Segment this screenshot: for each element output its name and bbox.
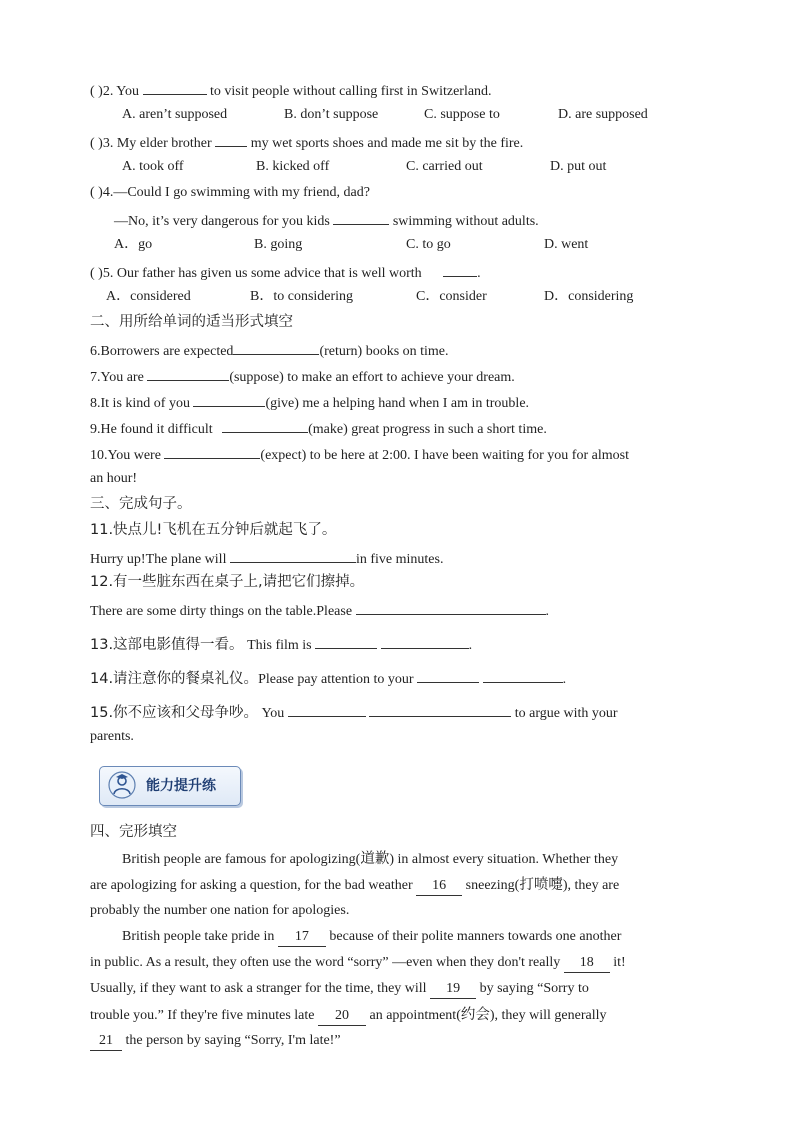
answer-paren[interactable]: ( ) xyxy=(90,266,103,281)
cloze-line: Usually, if they want to ask a stranger for the time, they will 19 by saying “Sorry to xyxy=(90,979,589,999)
question-4: ( )4.—Could I go swimming with my friend, dad? xyxy=(90,185,370,200)
option-b: B. kicked off xyxy=(256,159,330,174)
question-11-en: Hurry up!The plane will in five minutes. xyxy=(90,547,443,570)
option-b: B. going xyxy=(254,237,303,252)
answer-blank[interactable] xyxy=(356,599,546,615)
cloze-blank-20[interactable]: 20 xyxy=(318,1007,366,1026)
student-icon xyxy=(108,771,136,799)
option-d: D. put out xyxy=(550,159,607,174)
question-11-cn: 11.快点儿!飞机在五分钟后就起飞了。 xyxy=(90,522,337,538)
answer-blank[interactable] xyxy=(315,633,377,649)
option-d: D. went xyxy=(544,237,589,252)
question-5: ( )5. Our father has given us some advice that is well worth . xyxy=(90,261,481,284)
cloze-line: are apologizing for asking a question, for the bad weather 16 sneezing(打喷嚏), they are xyxy=(90,875,619,896)
ability-practice-badge xyxy=(99,766,241,806)
option-b: B. don’t suppose xyxy=(284,107,379,122)
answer-blank[interactable] xyxy=(233,339,319,355)
cloze-line: trouble you.” If they're five minutes late 20 an appointment(约会), they will generally xyxy=(90,1005,607,1026)
answer-blank[interactable] xyxy=(333,209,389,225)
answer-paren[interactable]: ( ) xyxy=(90,136,103,151)
cloze-paragraph-2: British people take pride in 17 because of their polite manners towards one another xyxy=(122,927,621,947)
answer-blank[interactable] xyxy=(288,701,366,717)
answer-blank[interactable] xyxy=(443,261,477,277)
cloze-blank-16[interactable]: 16 xyxy=(416,877,462,896)
cloze-blank-19[interactable]: 19 xyxy=(430,980,476,999)
option-d: D. are supposed xyxy=(558,107,648,122)
cloze-blank-21[interactable]: 21 xyxy=(90,1032,122,1051)
option-b: B．to considering xyxy=(250,289,354,304)
option-c: C. suppose to xyxy=(424,107,500,122)
option-c: C．consider xyxy=(416,289,487,304)
answer-blank[interactable] xyxy=(417,667,479,683)
option-a: A．considered xyxy=(106,289,191,304)
option-c: C. carried out xyxy=(406,159,483,174)
question-14: 14.请注意你的餐桌礼仪。Please pay attention to your . xyxy=(90,667,566,690)
answer-blank[interactable] xyxy=(193,391,265,407)
cloze-blank-18[interactable]: 18 xyxy=(564,954,610,973)
answer-paren[interactable]: ( ) xyxy=(90,185,103,200)
section-3-title: 三、完成句子。 xyxy=(90,496,192,512)
cloze-line: in public. As a result, they often use the word “sorry” —even when they don't really 18 it! xyxy=(90,953,626,973)
question-10-cont: an hour! xyxy=(90,471,138,486)
question-13: 13.这部电影值得一看。 This film is . xyxy=(90,633,472,656)
option-c: C. to go xyxy=(406,237,451,252)
option-a: A. took off xyxy=(122,159,184,174)
question-3: ( )3. My elder brother my wet sports shoes and made me sit by the fire. xyxy=(90,131,523,154)
section-2-title: 二、用所给单词的适当形式填空 xyxy=(90,314,293,330)
cloze-line: probably the number one nation for apologies. xyxy=(90,903,350,918)
question-4-reply: —No, it’s very dangerous for you kids swimming without adults. xyxy=(114,209,539,232)
question-6: 6.Borrowers are expected (return) books on time. xyxy=(90,339,449,362)
badge-label: 能力提升练 xyxy=(146,778,216,794)
question-9: 9.He found it difficult (make) great progress in such a short time. xyxy=(90,417,547,440)
answer-blank[interactable] xyxy=(164,443,260,459)
cloze-paragraph-1: British people are famous for apologizing(道歉) in almost every situation. Whether they xyxy=(122,851,619,867)
question-15-cont: parents. xyxy=(90,729,134,744)
option-a: A．go xyxy=(114,237,153,252)
option-a: A. aren’t supposed xyxy=(122,107,228,122)
answer-blank[interactable] xyxy=(143,79,207,95)
answer-blank[interactable] xyxy=(230,547,356,563)
question-12-en: There are some dirty things on the table.Please . xyxy=(90,599,549,622)
question-2: ( )2. You to visit people without calling first in Switzerland. xyxy=(90,79,492,102)
question-15: 15.你不应该和父母争吵。 You to argue with your xyxy=(90,701,618,724)
question-10: 10.You were (expect) to be here at 2:00. I have been waiting for you for almost xyxy=(90,443,629,466)
question-7: 7.You are (suppose) to make an effort to achieve your dream. xyxy=(90,365,515,388)
answer-blank[interactable] xyxy=(215,131,247,147)
answer-blank[interactable] xyxy=(381,633,469,649)
answer-blank[interactable] xyxy=(483,667,563,683)
cloze-line: 21 the person by saying “Sorry, I'm late!” xyxy=(90,1031,341,1051)
answer-blank[interactable] xyxy=(222,417,308,433)
section-4-title: 四、完形填空 xyxy=(90,824,177,840)
option-d: D．considering xyxy=(544,289,634,304)
cloze-blank-17[interactable]: 17 xyxy=(278,928,326,947)
answer-blank[interactable] xyxy=(147,365,229,381)
question-12-cn: 12.有一些脏东西在桌子上,请把它们擦掉。 xyxy=(90,574,365,590)
question-8: 8.It is kind of you (give) me a helping hand when I am in trouble. xyxy=(90,391,529,414)
answer-paren[interactable]: ( ) xyxy=(90,84,103,99)
answer-blank[interactable] xyxy=(369,701,511,717)
